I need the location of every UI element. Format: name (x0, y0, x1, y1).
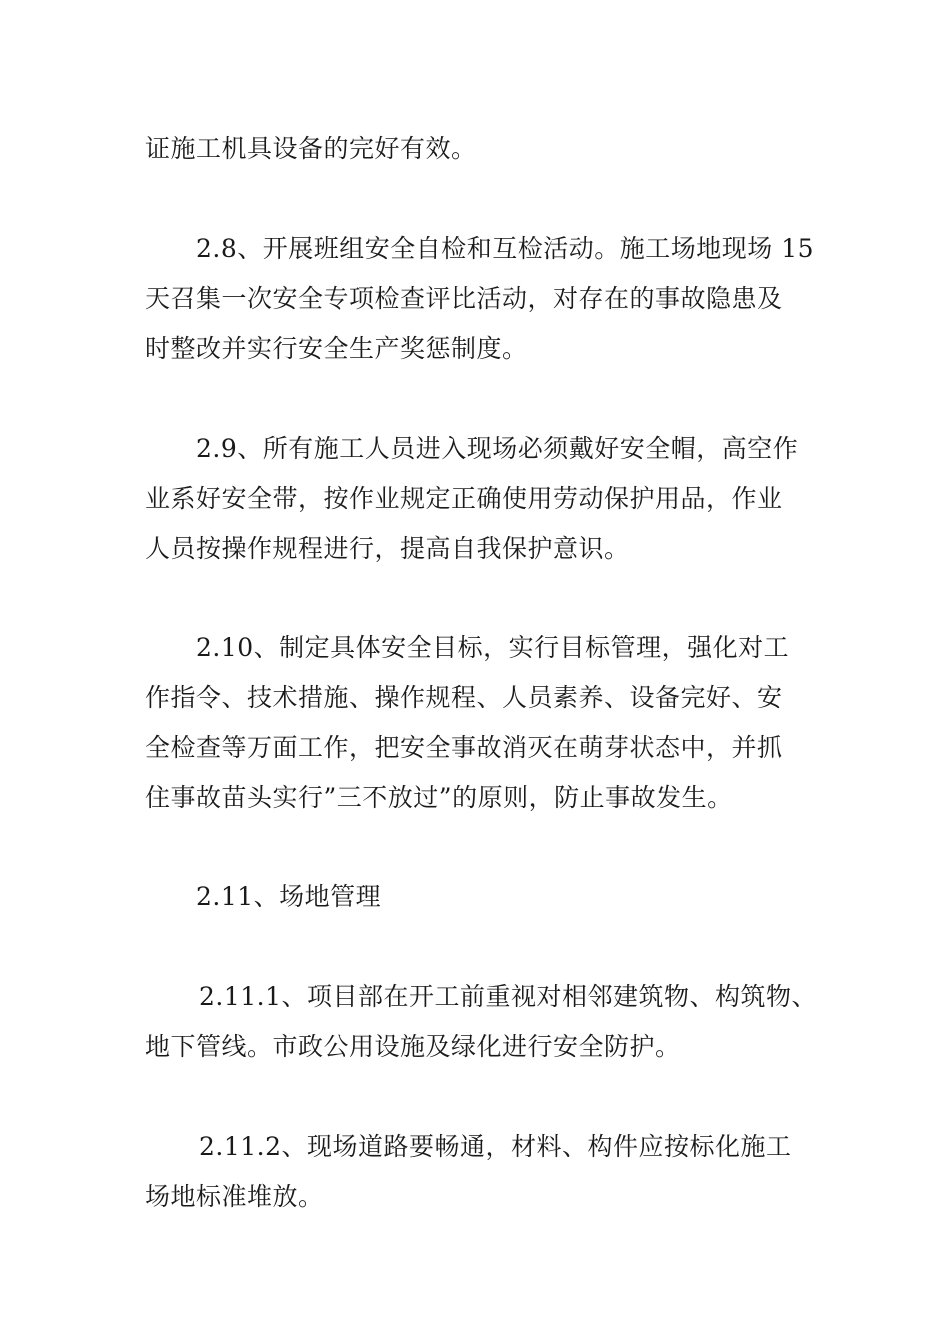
paragraph-line: 证施工机具设备的完好有效。 (145, 134, 477, 163)
paragraph-line: 2.9、所有施工人员进入现场必须戴好安全帽，高空作 (196, 434, 799, 463)
paragraph-line: 2.8、开展班组安全自检和互检活动。施工场地现场 15 (196, 234, 815, 263)
paragraph-line: 人员按操作规程进行，提高自我保护意识。 (145, 534, 630, 563)
paragraph-line: 2.11.2、现场道路要畅通，材料、构件应按标化施工 (199, 1132, 792, 1161)
paragraph-line: 业系好安全带，按作业规定正确使用劳动保护用品，作业 (145, 484, 783, 513)
paragraph-line: 作指令、技术措施、操作规程、人员素养、设备完好、安 (145, 683, 783, 712)
paragraph-line: 场地标准堆放。 (145, 1182, 324, 1211)
paragraph-line: 住事故苗头实行”三不放过”的原则，防止事故发生。 (145, 783, 733, 812)
paragraph-line: 全检查等万面工作，把安全事故消灭在萌芽状态中，并抓 (145, 733, 783, 762)
paragraph-line: 时整改并实行安全生产奖惩制度。 (145, 334, 528, 363)
paragraph-line: 天召集一次安全专项检查评比活动，对存在的事故隐患及 (145, 284, 783, 313)
section-heading: 2.11、场地管理 (196, 882, 382, 911)
paragraph-line: 2.11.1、项目部在开工前重视对相邻建筑物、构筑物、 (199, 982, 818, 1011)
paragraph-line: 地下管线。市政公用设施及绿化进行安全防护。 (145, 1032, 681, 1061)
paragraph-line: 2.10、制定具体安全目标，实行目标管理，强化对工 (196, 633, 790, 662)
